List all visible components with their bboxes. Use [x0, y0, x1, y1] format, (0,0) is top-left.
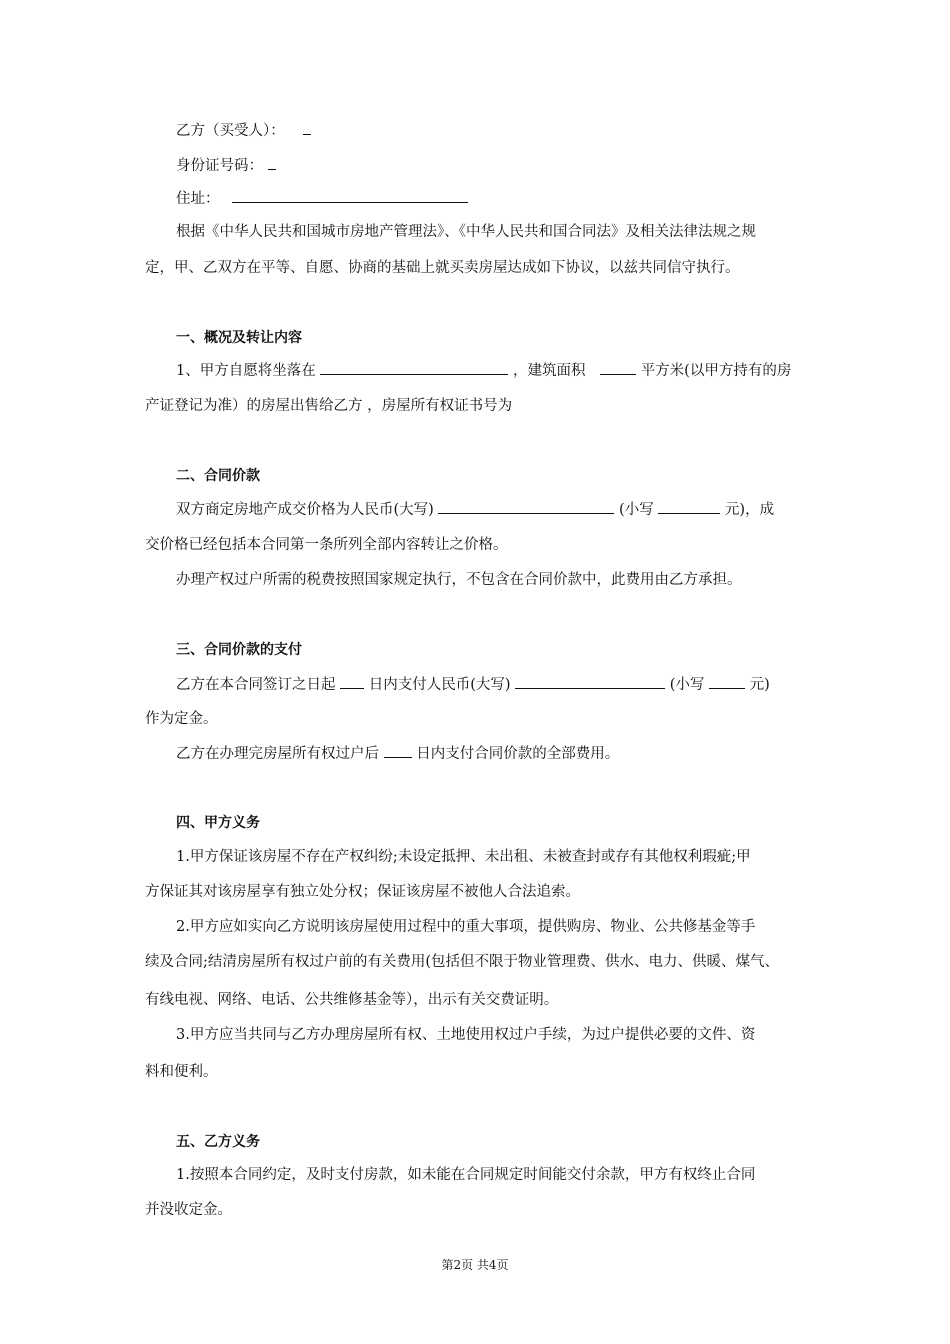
- id-blank: [268, 155, 276, 170]
- section2-p2: 办理产权过户所需的税费按照国家规定执行，不包含在合同价款中，此费用由乙方承担。: [176, 572, 742, 588]
- deposit-days-blank: [340, 674, 364, 689]
- address-blank: [232, 188, 468, 203]
- area-blank: [600, 360, 636, 375]
- section4-title: 四、甲方义务: [176, 815, 260, 831]
- section4-item1-line2: 方保证其对该房屋享有独立处分权；保证该房屋不被他人合法追索。: [145, 884, 580, 900]
- section2-p1-line1: [176, 499, 816, 520]
- intro-line-2: 定，甲、乙双方在平等、自愿、协商的基础上就买卖房屋达成如下协议，以兹共同信守执行。: [145, 260, 740, 276]
- section3-title: 三、合同价款的支付: [176, 642, 302, 658]
- section1-title: 一、概况及转让内容: [176, 330, 302, 346]
- section5-item1-line1: 1.按照本合同约定，及时支付房款，如未能在合同规定时间能交付余款，甲方有权终止合同: [176, 1167, 756, 1183]
- section3-p2: [176, 743, 816, 764]
- deposit-number-blank: [709, 674, 745, 689]
- buyer-line: [176, 120, 816, 141]
- address-label: 住址：: [176, 191, 220, 207]
- price-words-blank: [438, 499, 614, 514]
- section5-title: 五、乙方义务: [176, 1134, 260, 1150]
- id-label: 身份证号码：: [176, 158, 263, 174]
- section1-p1-c: 平方米(以甲方持有的房: [640, 363, 792, 379]
- section2-p1-c: 元)，成: [724, 502, 775, 518]
- section3-p1-line2: 作为定金。: [145, 711, 218, 727]
- section2-p1-line2: 交价格已经包括本合同第一条所列全部内容转让之价格。: [145, 537, 508, 553]
- location-blank: [320, 360, 508, 375]
- section2-p1-a: 双方商定房地产成交价格为人民币(大写): [176, 502, 434, 518]
- id-line: [176, 155, 816, 176]
- deposit-words-blank: [515, 674, 665, 689]
- section3-p2-a: 乙方在办理完房屋所有权过户后: [176, 746, 379, 762]
- balance-days-blank: [384, 743, 412, 758]
- section4-item3-line2: 料和便利。: [145, 1064, 218, 1080]
- intro-line-1: 根据《中华人民共和国城市房地产管理法》、《中华人民共和国合同法》及相关法律法规之规: [176, 224, 756, 240]
- section1-p1-line1: [176, 360, 816, 381]
- buyer-label: 乙方（买受人）：: [176, 123, 285, 139]
- section4-item1-line1: 1.甲方保证该房屋不存在产权纠纷;未设定抵押、未出租、未被查封或存有其他权利瑕疵;甲: [176, 849, 751, 865]
- section4-item2-line2: 续及合同;结清房屋所有权过户前的有关费用(包括但不限于物业管理费、供水、电力、供暖、煤气、: [145, 954, 780, 970]
- section2-p1-b: (小写: [619, 502, 654, 518]
- section1-p1-line2: 产证登记为准）的房屋出售给乙方 ，房屋所有权证书号为: [145, 398, 513, 414]
- section3-p1-a: 乙方在本合同签订之日起: [176, 677, 336, 693]
- buyer-blank: [303, 120, 311, 135]
- section4-item2-line3: 有线电视、网络、电话、公共维修基金等），出示有关交费证明。: [145, 992, 559, 1008]
- section1-p1-a: 1、甲方自愿将坐落在: [176, 363, 316, 379]
- section5-item1-line2: 并没收定金。: [145, 1202, 232, 1218]
- section4-item2-line1: 2.甲方应如实向乙方说明该房屋使用过程中的重大事项，提供购房、物业、公共修基金等手: [176, 919, 756, 935]
- section3-p1-b: 日内支付人民币(大写): [368, 677, 511, 693]
- page-footer: 第2页 共4页: [441, 1258, 509, 1272]
- section1-p1-b: ，建筑面积: [512, 363, 586, 379]
- section2-title: 二、合同价款: [176, 468, 260, 484]
- section3-p1-d: 元): [749, 677, 770, 693]
- section3-p1-c: (小写: [669, 677, 705, 693]
- address-line: [176, 188, 816, 209]
- price-number-blank: [658, 499, 720, 514]
- section3-p2-b: 日内支付合同价款的全部费用。: [416, 746, 620, 762]
- section3-p1-line1: [176, 674, 816, 695]
- section4-item3-line1: 3.甲方应当共同与乙方办理房屋所有权、土地使用权过户手续，为过户提供必要的文件、资: [176, 1027, 756, 1043]
